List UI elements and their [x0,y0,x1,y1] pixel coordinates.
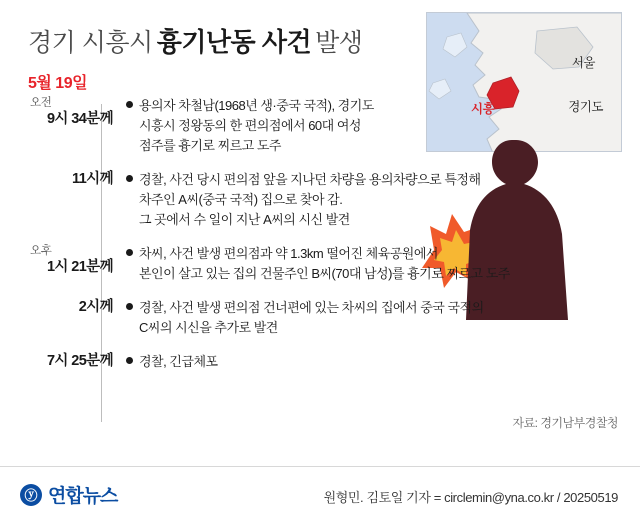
timeline-time: 1시 21분께 [46,259,113,275]
timeline-dot-icon [126,101,133,108]
timeline-time-block [28,298,123,316]
timeline-line: C씨의 시신을 추가로 발견 [139,320,278,335]
timeline-dot-icon [126,357,133,364]
timeline-item [28,244,618,298]
yonhap-mark-icon: ⓨ [20,484,42,506]
timeline-dot-column [123,352,139,386]
timeline-dot-icon [126,303,133,310]
timeline-body [139,298,618,352]
timeline-item [28,298,618,352]
timeline-ampm: 오전 [30,97,52,109]
timeline-time-block [28,170,123,188]
timeline-body [139,170,618,244]
timeline-time: 9시 34분께 [46,111,113,127]
timeline [28,96,618,386]
timeline-dot-column [123,170,139,244]
timeline-item [28,170,618,244]
timeline-line: 그 곳에서 수 일이 지난 A씨의 시신 발견 [139,212,350,227]
timeline-item [28,96,618,170]
timeline-dot-column [123,298,139,352]
timeline-time-block [28,96,123,128]
credit-line: 원형민. 김토일 기자 = circlemin@yna.co.kr / 20250519 [323,490,618,505]
timeline-item [28,352,618,386]
timeline-body [139,244,618,298]
timeline-dot-column [123,244,139,298]
brand-logo [20,481,117,508]
timeline-dot-icon [126,249,133,256]
timeline-line: 본인이 살고 있는 집의 건물주인 B씨(70대 남성)를 흉기로 찌르고 도주 [139,266,510,281]
footer [0,466,640,529]
timeline-time: 2시께 [78,299,113,315]
timeline-line: 시흥시 정왕동의 한 편의점에서 60대 여성 [139,118,361,133]
source-note: 자료: 경기남부경찰청 [512,416,618,430]
timeline-time: 11시께 [72,171,113,187]
timeline-time-block [28,352,123,370]
page-title [28,22,362,59]
timeline-line: 경찰, 사건 당시 편의점 앞을 지나던 차량을 용의차량으로 특정해 [139,172,481,187]
timeline-line: 차씨, 사건 발생 편의점과 약 1.3km 떨어진 체육공원에서 [139,246,438,261]
map-label-gyeonggi: 경기도 [568,100,603,114]
timeline-line: 점주를 흉기로 찌르고 도주 [139,138,281,153]
date-label: 5월 19일 [28,75,88,92]
title-prefix: 경기 시흥시 [28,29,153,57]
timeline-line: 경찰, 긴급체포 [139,354,218,369]
timeline-body [139,352,618,386]
map-label-siheung: 시흥 [471,102,495,116]
timeline-time: 7시 25분께 [46,353,113,369]
title-suffix: 발생 [315,29,363,57]
timeline-body [139,96,618,170]
timeline-line: 용의자 차철남(1968년 생·중국 국적), 경기도 [139,98,374,113]
timeline-dot-icon [126,175,133,182]
timeline-time-block [28,244,123,276]
brand-name: 연합뉴스 [48,486,118,507]
timeline-line: 차주인 A씨(중국 국적) 집으로 찾아 감. [139,192,343,207]
map-label-seoul: 서울 [571,56,595,70]
timeline-ampm: 오후 [30,245,52,257]
timeline-line: 경찰, 사건 발생 편의점 건너편에 있는 차씨의 집에서 중국 국적의 [139,300,484,315]
title-emphasis: 흉기난동 사건 [156,27,312,57]
timeline-dot-column [123,96,139,170]
